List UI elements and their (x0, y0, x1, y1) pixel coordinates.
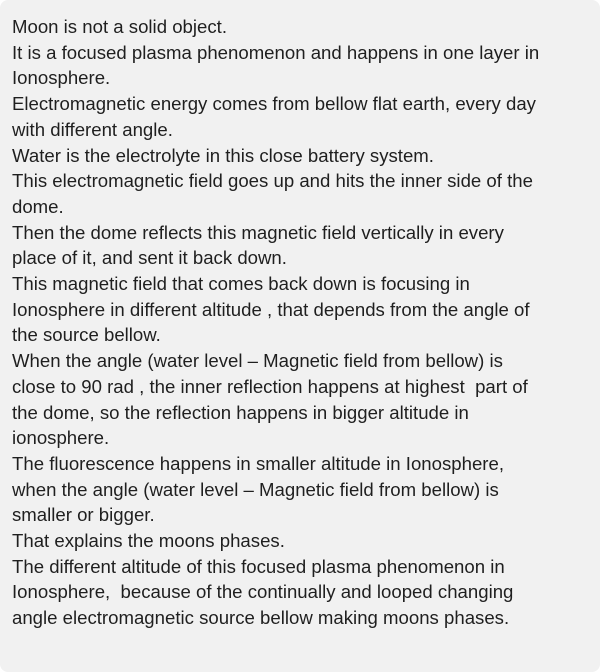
message-line: Ionosphere, because of the continually and looped changing (12, 581, 514, 603)
message-line: That explains the moons phases. (12, 530, 285, 552)
message-line: dome. (12, 195, 64, 217)
message-line: It is a focused plasma phenomenon and happens in one layer in (12, 41, 540, 63)
message-line: Ionosphere. (12, 67, 111, 89)
message-line: when the angle (water level – Magnetic field from bellow) is (12, 478, 499, 500)
message-line: Moon is not a solid object. (12, 16, 227, 37)
message-line: Electromagnetic energy comes from bellow flat earth, every day (12, 93, 536, 115)
message-line: smaller or bigger. (12, 504, 155, 526)
message-line: This electromagnetic field goes up and hits the inner side of the (12, 170, 533, 192)
message-line: This magnetic field that comes back down is focusing in (12, 273, 470, 295)
message-text (12, 14, 590, 631)
message-line: the dome, so the reflection happens in bigger altitude in (12, 401, 469, 423)
message-line: Water is the electrolyte in this close battery system. (12, 144, 434, 166)
message-line: Then the dome reflects this magnetic field vertically in every (12, 221, 504, 243)
message-line: the source bellow. (12, 324, 161, 346)
message-line: The different altitude of this focused plasma phenomenon in (12, 555, 505, 577)
message-line: close to 90 rad , the inner reflection happens at highest part of (12, 375, 528, 397)
message-line: The fluorescence happens in smaller altitude in Ionosphere, (12, 452, 504, 474)
message-line: Ionosphere in different altitude , that depends from the angle of (12, 298, 530, 320)
message-line: angle electromagnetic source bellow making moons phases. (12, 607, 510, 629)
message-line: When the angle (water level – Magnetic field from bellow) is (12, 350, 503, 372)
message-line: ionosphere. (12, 427, 110, 449)
message-line: place of it, and sent it back down. (12, 247, 287, 269)
message-line: with different angle. (12, 118, 173, 140)
